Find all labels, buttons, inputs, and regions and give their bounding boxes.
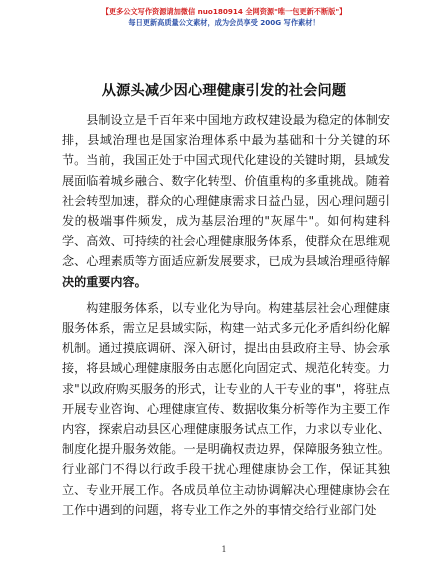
- paragraph-1-text: 县制设立是千百年来中国地方政权建设最为稳定的体制安排，县域治理也是国家治理体系中最为基础和十分关键的环节。当前，我国正处于中国式现代化建设的关键时期，县域发展面临着城乡融合、数字化转型、价值重构的多重挑战。随着社会转型加速，群众的心理健康需求日益凸显，因心理问题引发的极端事件频发，成为基层治理的"灰犀牛"。如何构建科学、高效、可持续的社会心理健康服务体系，使群众在思维观念、心理素质等方面适应新发展要求，已成为县域治理亟待解: [62, 113, 390, 269]
- banner-promo-line: 【更多公文写作资源请加微信 nuo180914 全网资源"唯一包更新不断版"】: [101, 7, 347, 16]
- paragraph-2-text: 构建服务体系，以专业化为导向。构建基层社会心理健康服务体系，需立足县域实际，构建一站式多元化矛盾纠纷化解机制。通过摸底调研、深入研讨，提出由县政府主导、协会承接，将县域心理健康服务由志愿化向固定式、规范化转变。力求"以政府购买服务的形式，让专业的人干专业的事"，将驻点开展专业咨询、心理健康宣传、数据收集分析等作为主要工作内容，探索启动县区心理健康服务试点工作，力求以专业化、制度化提升服务效能。一是明确权责边界，保障服务独立性。行业部门不得以行政手段干扰心理健康协会工作，保证其独立、专业开展工作。各成员单位主动协调解决心理健康协会在工作中遇到的问题，将专业工作之外的事情交给行业部门处: [62, 300, 390, 517]
- paragraph-1-bold-tail: 决的重要内容。: [62, 274, 147, 289]
- header-banner: [0, 6, 448, 28]
- document-title: 从源头减少因心理健康引发的社会问题: [101, 83, 347, 99]
- paragraph-1: [62, 110, 390, 292]
- banner-subscription-line: 每日更新高质量公文素材，成为会员享受 200G 写作素材！: [128, 18, 320, 27]
- paragraph-2: [62, 298, 390, 520]
- document-body: [62, 110, 390, 520]
- page-number: 1: [221, 545, 227, 554]
